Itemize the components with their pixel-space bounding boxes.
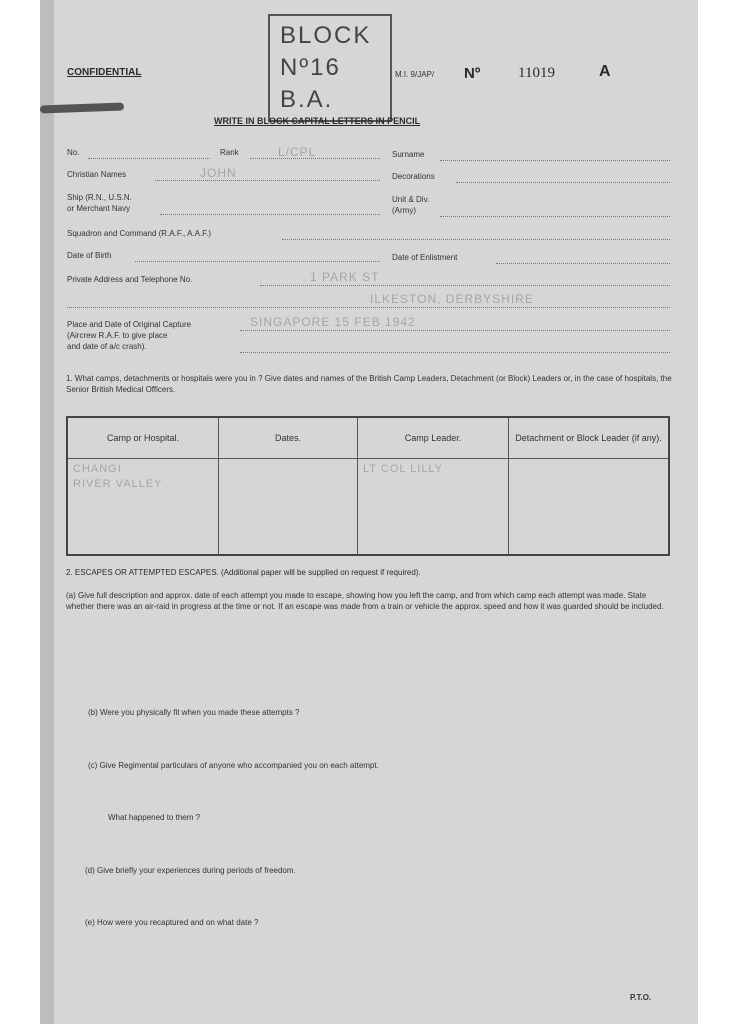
faint-address-line-1: 1 PARK ST [310, 270, 380, 284]
field-line-unit [440, 216, 670, 217]
right-margin [698, 0, 739, 1024]
field-label-christian-names: Christian Names [67, 170, 127, 179]
camps-table [66, 416, 670, 556]
field-line-date-of-birth [135, 261, 380, 262]
stamp-line-2: Nº16 [280, 54, 341, 81]
page-edge-shadow [40, 0, 54, 1024]
field-label-ship-1: Ship (R.N., U.S.N. [67, 193, 132, 202]
question-1-text: 1. What camps, detachments or hospitals were you in ? Give dates and names of the British Camp Leaders, Detachment (or Block) Leaders or, in the case of hospitals, the Senior British Medical Officers. [66, 374, 672, 394]
question-2-title: 2. ESCAPES OR ATTEMPTED ESCAPES. (Additional paper will be supplied on request if required). [66, 568, 421, 577]
block-stamp [268, 14, 392, 122]
field-line-ship [160, 214, 380, 215]
faint-table-leader-entry: LT COL LILLY [363, 463, 444, 475]
form-reference: M.I. 9/JAP/ [395, 70, 435, 79]
table-cell [509, 459, 670, 556]
field-line-decorations [456, 182, 670, 183]
form-number: 11019 [518, 65, 555, 81]
field-label-decorations: Decorations [392, 172, 435, 181]
field-label-unit-2: (Army) [392, 206, 416, 215]
question-2c-sub-text: What happened to them ? [108, 813, 201, 822]
question-2c-text: (c) Give Regimental particulars of anyone who accompanied you on each attempt. [88, 761, 379, 770]
faint-address-line-2: ILKESTON, DERBYSHIRE [370, 292, 534, 306]
table-cell [67, 459, 219, 556]
field-line-address-2 [67, 307, 670, 308]
field-line-no [88, 158, 210, 159]
field-label-place-3: and date of a/c crash). [67, 342, 147, 351]
faint-christian-names-entry: JOHN [200, 166, 237, 180]
field-label-ship-2: or Merchant Navy [67, 204, 131, 213]
question-2b-text: (b) Were you physically fit when you made these attempts ? [88, 708, 300, 717]
field-label-no: No. [67, 148, 80, 157]
faint-capture-entry: SINGAPORE 15 FEB 1942 [250, 315, 416, 329]
field-line-address-1 [260, 285, 670, 286]
field-label-place-2: (Aircrew R.A.F. to give place [67, 331, 168, 340]
table-header-row [67, 417, 669, 459]
field-label-date-of-enlistment: Date of Enlistment [392, 253, 458, 262]
table-row [67, 459, 669, 556]
field-label-surname: Surname [392, 150, 425, 159]
field-line-christian-names [155, 180, 380, 181]
field-label-private-address: Private Address and Telephone No. [67, 275, 193, 284]
field-line-date-of-enlistment [496, 263, 670, 264]
left-margin [0, 0, 40, 1024]
pto-label: P.T.O. [630, 993, 652, 1002]
table-cell [358, 459, 509, 556]
form-suffix: A [599, 63, 611, 80]
field-line-capture [240, 330, 670, 331]
faint-rank-entry: L/CPL [278, 145, 317, 159]
field-line-capture-2 [240, 352, 670, 353]
faint-table-entry-2: RIVER VALLEY [73, 478, 163, 490]
table-cell [219, 459, 358, 556]
field-label-place-1: Place and Date of Original Capture [67, 320, 192, 329]
column-header: Camp Leader. [358, 417, 509, 459]
question-2d-text: (d) Give briefly your experiences during periods of freedom. [85, 866, 296, 875]
field-label-rank: Rank [220, 148, 239, 157]
stamp-line-3: B.A. [280, 86, 334, 113]
faint-table-entry-1: CHANGI [73, 463, 122, 475]
column-header: Dates. [219, 417, 358, 459]
column-header: Detachment or Block Leader (if any). [509, 417, 670, 459]
instruction-heading: WRITE IN BLOCK CAPITAL LETTERS IN PENCIL [214, 116, 421, 126]
field-label-unit-1: Unit & Div. [392, 195, 430, 204]
field-label-date-of-birth: Date of Birth [67, 251, 112, 260]
stamp-line-1: BLOCK [280, 22, 372, 49]
confidential-label: CONFIDENTIAL [67, 67, 142, 78]
question-2a-text: (a) Give full description and approx. date of each attempt you made to escape, showing how you left the camp, and from which camp each attempt was made. State whether there was an air-raid in progress at the time or not. If an escape was made from a train or vehicle the approx. speed and how it was guarded should be included. [66, 591, 664, 611]
number-symbol: Nº [464, 65, 481, 82]
field-label-squadron: Squadron and Command (R.A.F., A.A.F.) [67, 229, 212, 238]
column-header: Camp or Hospital. [67, 417, 219, 459]
field-line-squadron [282, 239, 670, 240]
field-line-surname [440, 160, 670, 161]
question-2e-text: (e) How were you recaptured and on what date ? [85, 918, 259, 927]
